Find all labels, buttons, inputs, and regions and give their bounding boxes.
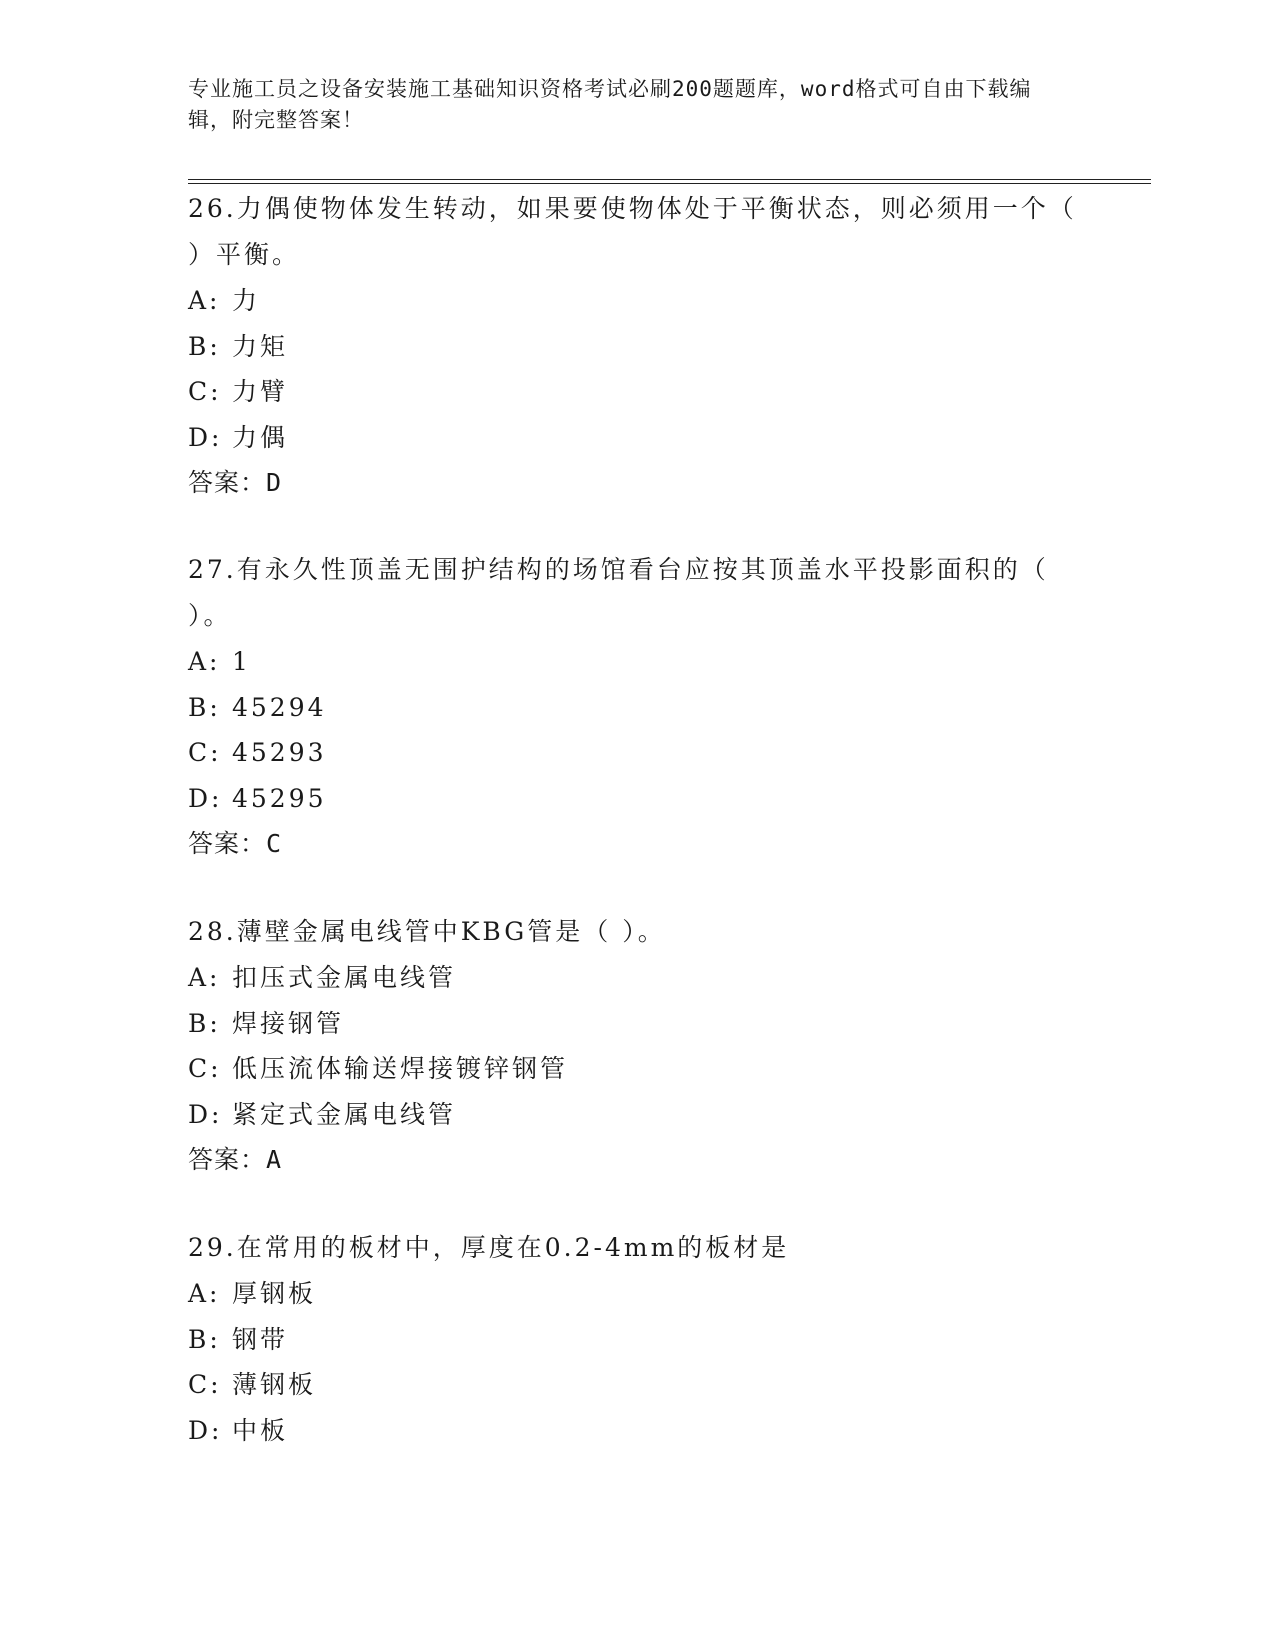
option-key: A:: [188, 647, 221, 676]
question-text: 27.有永久性顶盖无围护结构的场馆看台应按其顶盖水平投影面积的（ ）。: [188, 555, 1049, 630]
option-c: [188, 1362, 1088, 1408]
option-b: [188, 1317, 1088, 1363]
answer-line: [188, 460, 1088, 506]
option-key: C:: [188, 1370, 222, 1399]
option-value: 紧定式金属电线管: [232, 1099, 457, 1129]
option-value: 力: [232, 286, 261, 315]
option-key: D:: [188, 783, 223, 813]
option-a: [188, 278, 1088, 324]
answer-value: D: [266, 468, 283, 497]
question-26: [188, 186, 1088, 506]
header-divider-bottom: [188, 183, 1151, 184]
option-key: B:: [188, 1008, 221, 1038]
answer-line: [188, 1137, 1088, 1183]
option-c: [188, 1046, 1088, 1092]
option-value: 厚钢板: [232, 1279, 317, 1308]
answer-label: 答案：: [188, 1145, 267, 1174]
option-value: 低压流体输送焊接镀锌钢管: [232, 1054, 569, 1083]
option-key: C:: [188, 1054, 222, 1083]
option-key: D:: [188, 1099, 223, 1129]
option-value: 1: [232, 647, 251, 676]
option-b: [188, 685, 1088, 731]
option-key: D:: [188, 1415, 223, 1445]
option-b: [188, 324, 1088, 370]
option-value: 扣压式金属电线管: [232, 963, 457, 992]
answer-value: A: [266, 1145, 283, 1174]
option-key: B:: [188, 331, 221, 361]
option-value: 力矩: [232, 331, 289, 361]
option-a: [188, 955, 1088, 1001]
option-d: [188, 776, 1088, 822]
option-c: [188, 369, 1088, 415]
answer-line: [188, 821, 1088, 867]
question-29: [188, 1225, 1088, 1453]
answer-label: 答案：: [188, 468, 267, 497]
option-value: 45294: [232, 692, 327, 722]
option-a: [188, 1271, 1088, 1317]
option-value: 薄钢板: [232, 1370, 317, 1399]
option-key: B:: [188, 692, 221, 722]
option-key: D:: [188, 422, 223, 452]
option-value: 力偶: [232, 422, 289, 452]
answer-value: C: [266, 829, 283, 858]
option-c: [188, 730, 1088, 776]
option-a: [188, 639, 1088, 685]
option-key: C:: [188, 377, 222, 406]
option-key: C:: [188, 738, 222, 767]
question-text: 28.薄壁金属电线管中KBG管是（ ）。: [188, 917, 666, 946]
option-key: A:: [188, 963, 221, 992]
answer-label: 答案：: [188, 829, 267, 858]
question-text: 26.力偶使物体发生转动，如果要使物体处于平衡状态，则必须用一个（ ）平衡。: [188, 194, 1077, 269]
question-27: [188, 547, 1088, 867]
option-value: 45295: [232, 783, 327, 813]
option-value: 钢带: [232, 1324, 289, 1354]
option-b: [188, 1001, 1088, 1047]
question-text: 29.在常用的板材中，厚度在0.2-4mm的板材是: [188, 1233, 790, 1262]
option-value: 45293: [232, 738, 327, 767]
question-28: [188, 909, 1088, 1183]
option-key: A:: [188, 1279, 221, 1308]
option-value: 焊接钢管: [232, 1008, 345, 1038]
option-d: [188, 415, 1088, 461]
header-divider-top: [188, 179, 1151, 180]
option-value: 力臂: [232, 377, 289, 406]
option-d: [188, 1408, 1088, 1454]
option-value: 中板: [232, 1415, 289, 1445]
option-d: [188, 1092, 1088, 1138]
document-header: 专业施工员之设备安装施工基础知识资格考试必刷200题题库，word格式可自由下载编辑，附完整答案！: [188, 77, 1032, 132]
option-key: B:: [188, 1324, 221, 1354]
option-key: A:: [188, 286, 221, 315]
